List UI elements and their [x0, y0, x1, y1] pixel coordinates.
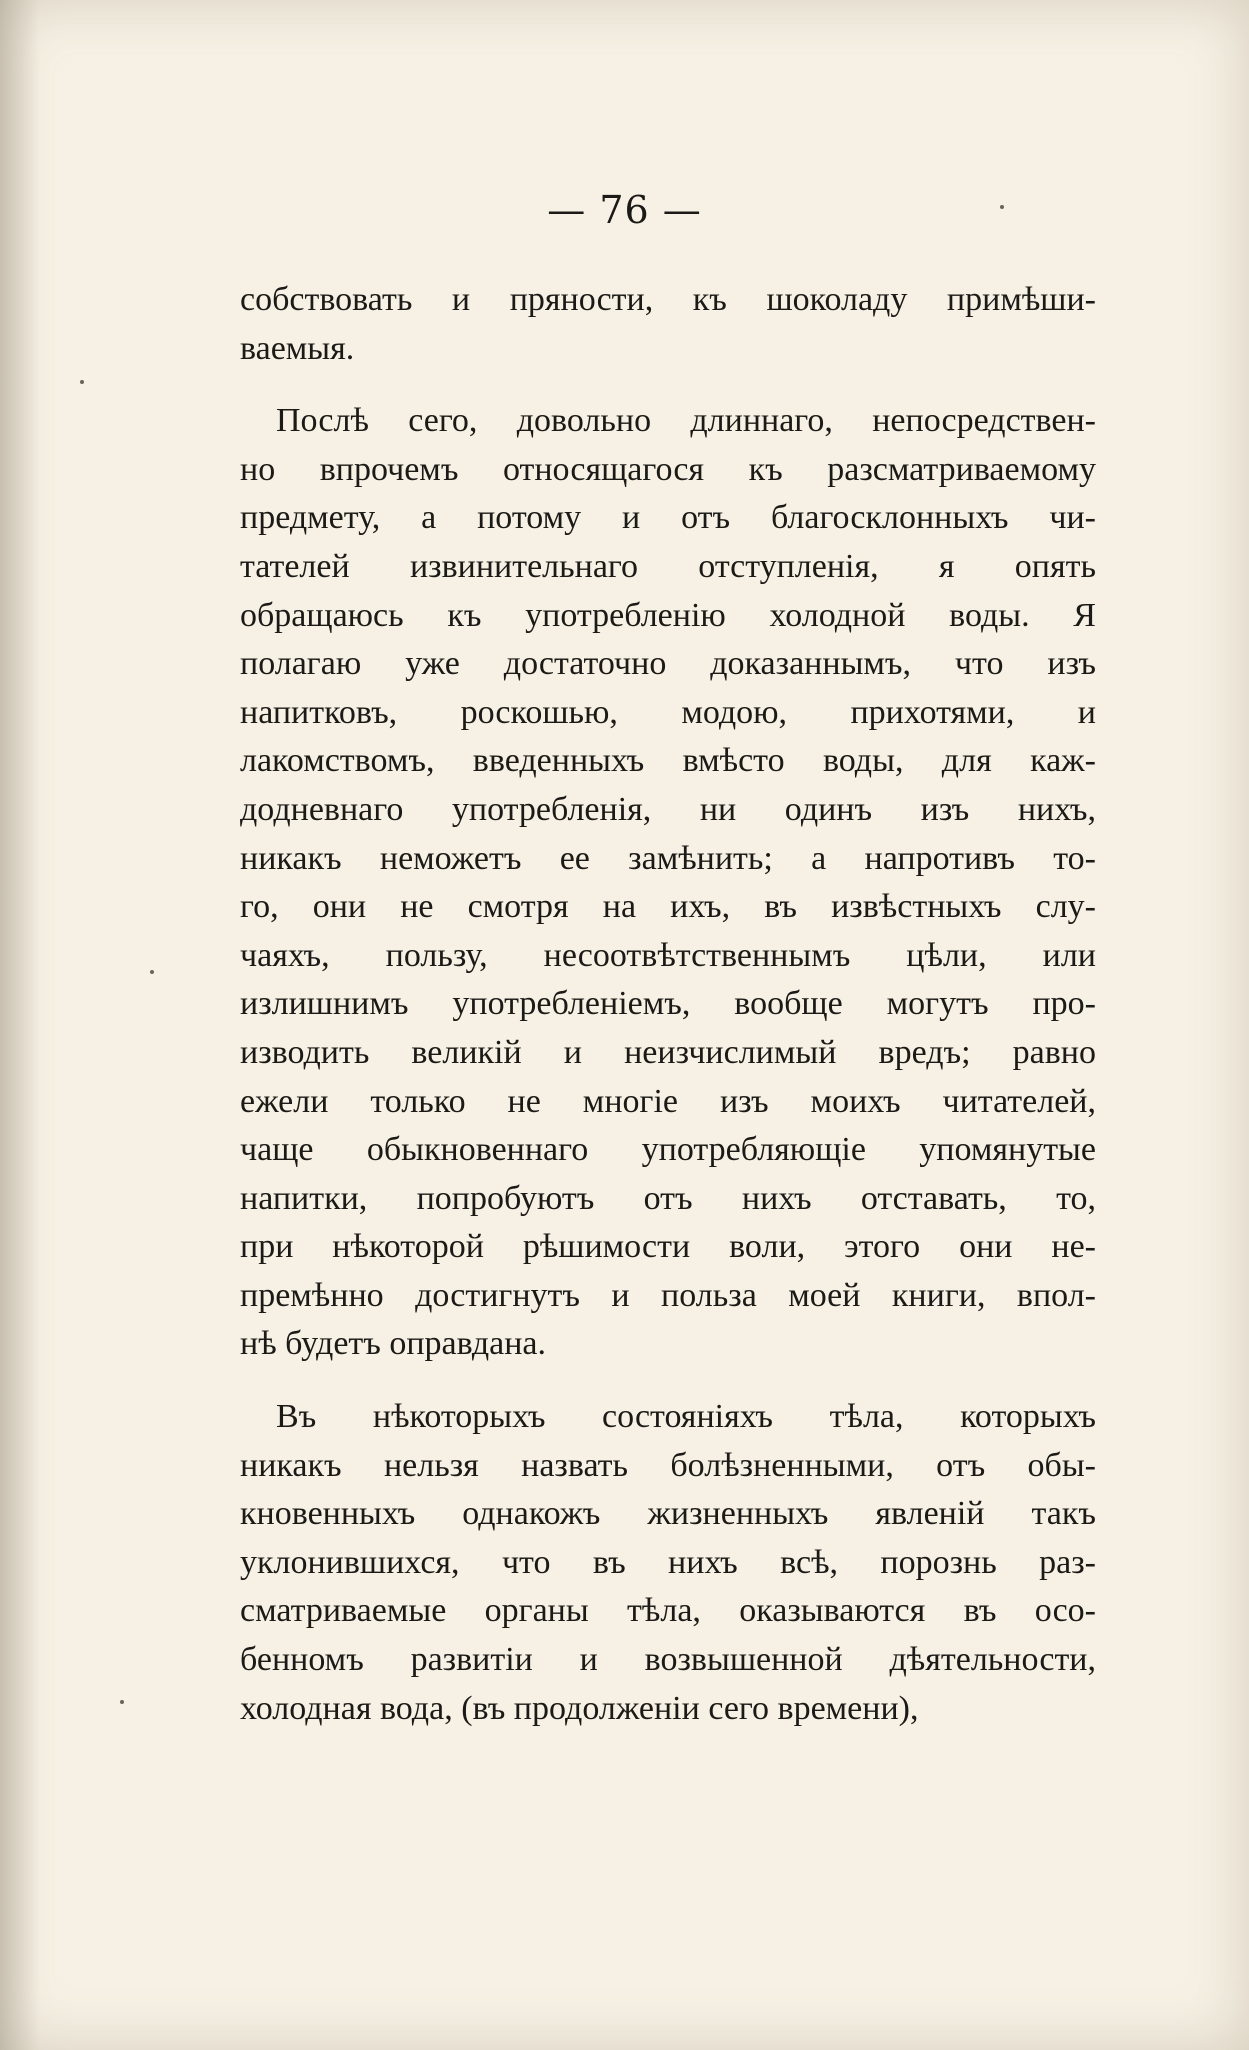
- text-line: никакъ нельзя назвать болѣзненными, отъ обы-: [240, 1446, 1096, 1484]
- paragraph-p3: [240, 1393, 1096, 1733]
- paper-speck: [150, 970, 154, 974]
- text-line: бенномъ развитіи и возвышенной дѣятельности,: [240, 1641, 1096, 1679]
- text-line: холодная вода, (въ продолженіи сего времени),: [240, 1689, 919, 1727]
- text-line: ваемыя.: [240, 329, 355, 367]
- text-line: собствовать и пряности, къ шоколаду примѣши-: [240, 281, 1096, 318]
- text-line: напитки, попробуютъ отъ нихъ отставать, то,: [240, 1179, 1096, 1217]
- paper-speck: [120, 1700, 124, 1704]
- paper-speck: [1000, 205, 1004, 209]
- text-line: Въ нѣкоторыхъ состояніяхъ тѣла, которыхъ: [276, 1398, 1096, 1436]
- text-line: ежели только не многіе изъ моихъ читателей,: [240, 1082, 1096, 1120]
- page-number: — 76 —: [547, 188, 702, 232]
- text-line: но впрочемъ относящагося къ разсматриваемому: [240, 450, 1096, 488]
- page-spine-shadow: [0, 0, 40, 2050]
- text-line: предмету, а потому и отъ благосклонныхъ чи-: [240, 499, 1096, 537]
- text-line: обращаюсь къ употребленію холодной воды. Я: [240, 596, 1096, 634]
- text-line: никакъ неможетъ ее замѣнить; а напротивъ то-: [240, 839, 1096, 877]
- text-line: при нѣкоторой рѣшимости воли, этого они не-: [240, 1228, 1096, 1266]
- body-text: [240, 276, 1096, 1733]
- paragraph-gap: [240, 1369, 1096, 1393]
- text-line: лакомствомъ, введенныхъ вмѣсто воды, для каж-: [240, 742, 1096, 780]
- text-line: тателей извинительнаго отступленія, я опять: [240, 547, 1096, 585]
- text-line: Послѣ сего, довольно длиннаго, непосредствен-: [276, 402, 1096, 440]
- text-line: чаяхъ, пользу, несоотвѣтственнымъ цѣли, или: [240, 936, 1096, 974]
- paragraph-gap: [240, 373, 1096, 397]
- text-line: кновенныхъ однакожъ жизненныхъ явленій такъ: [240, 1495, 1096, 1533]
- text-line: напитковъ, роскошью, модою, прихотями, и: [240, 693, 1096, 731]
- text-line: чаще обыкновеннаго употребляющіе упомянутые: [240, 1131, 1096, 1169]
- paragraph-p2: [240, 397, 1096, 1369]
- text-line: изводить великій и неизчислимый вредъ; равно: [240, 1033, 1096, 1071]
- text-line: уклонившихся, что въ нихъ всѣ, порознь раз-: [240, 1543, 1096, 1581]
- text-line: го, они не смотря на ихъ, въ извѣстныхъ слу-: [240, 888, 1096, 926]
- text-line: излишнимъ употребленіемъ, вообще могутъ про-: [240, 985, 1096, 1023]
- paper-speck: [80, 380, 84, 384]
- text-line: додневнаго употребленія, ни одинъ изъ нихъ,: [240, 790, 1096, 828]
- text-line: полагаю уже достаточно доказаннымъ, что изъ: [240, 645, 1096, 683]
- text-line: нѣ будетъ оправдана.: [240, 1325, 547, 1363]
- paragraph-p1: [240, 276, 1096, 373]
- text-line: премѣнно достигнутъ и польза моей книги, впол-: [240, 1276, 1096, 1314]
- text-line: сматриваемые органы тѣла, оказываются въ осо-: [240, 1592, 1096, 1630]
